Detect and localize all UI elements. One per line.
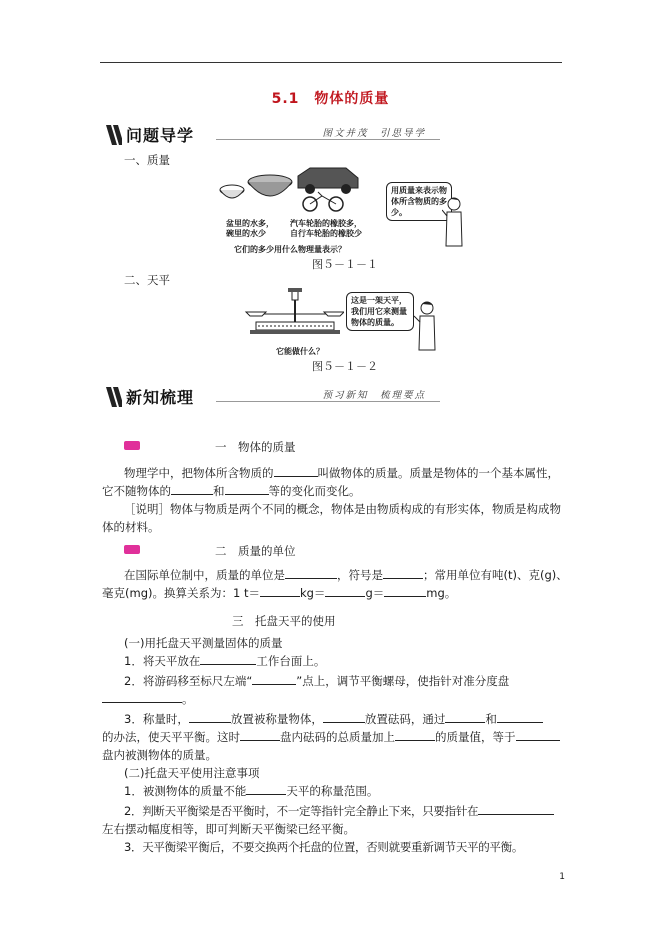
- banner-new-knowledge: [104, 384, 440, 410]
- k1-heading: 一 物体的质量: [215, 440, 296, 454]
- blank[interactable]: [384, 586, 426, 597]
- k3-step2: 2．将游码移至标尺左端“ ”点上，调节平衡螺母，使指针对准分度盘: [124, 674, 510, 688]
- banner-line: [216, 401, 440, 402]
- k3-step1: 1．将天平放在 工作台面上。: [124, 654, 326, 668]
- banner-label: 新知梳理: [126, 388, 195, 407]
- section-balance-heading: 二、天平: [124, 273, 170, 287]
- blank[interactable]: [171, 484, 213, 495]
- page-number: 1: [559, 872, 565, 882]
- k3-heading: 三 托盘天平的使用: [232, 614, 336, 628]
- blank[interactable]: [240, 730, 280, 741]
- figure-label-5-1-2: 图５－１－２: [312, 360, 378, 373]
- teacher-figure-1: [442, 196, 466, 250]
- bowls-and-vehicles-illustration: [218, 166, 363, 216]
- banner-subtitle: 预习新知 梳理要点: [322, 390, 426, 401]
- blank[interactable]: [497, 712, 543, 723]
- knowledge-tag-2: [124, 545, 140, 554]
- k1-note-line2: 体的材料。: [102, 520, 160, 534]
- blank[interactable]: [395, 730, 435, 741]
- k3-step3-line3: 盘内被测物体的质量。: [102, 748, 217, 762]
- banner-problem-guide: [104, 122, 440, 148]
- k3-note2: 2．判断天平衡梁是否平衡时，不一定等指针完全静止下来，只要指针在: [124, 803, 554, 819]
- blank[interactable]: [383, 568, 423, 579]
- k2-line1: 在国际单位制中，质量的单位是 ，符号是 ；常用单位有吨(t)、克(g)、: [124, 568, 568, 582]
- k3-step3-line2: 的办法，使天平平衡。这时 盘内砝码的总质量加上 的质量值，等于: [102, 729, 560, 745]
- k3-sub1: (一)用托盘天平测量固体的质量: [124, 636, 283, 650]
- mass-question: 它们的多少用什么物理量表示？: [234, 245, 346, 254]
- blank[interactable]: [189, 712, 231, 723]
- knowledge-tag-1: [124, 441, 140, 450]
- blank[interactable]: [445, 712, 485, 723]
- blank[interactable]: [102, 692, 182, 703]
- banner-line: [216, 139, 440, 140]
- k1-line2: 它不随物体的 和 等的变化而变化。: [102, 484, 361, 498]
- caption-bowls: 盆里的水多，碗里的水少: [226, 219, 274, 238]
- k1-note-line1: ［说明］物体与物质是两个不同的概念，物体是由物质构成的有形实体，物质是构成物: [124, 502, 561, 516]
- blank[interactable]: [274, 466, 318, 477]
- k3-step2-cont: 。: [102, 691, 194, 707]
- blank[interactable]: [200, 654, 256, 665]
- blank[interactable]: [252, 674, 296, 685]
- blank[interactable]: [325, 586, 365, 597]
- section-mass-heading: 一、质量: [124, 153, 170, 167]
- banner-subtitle: 图文并茂 引思导学: [322, 128, 426, 139]
- teacher-figure-2: [414, 300, 440, 352]
- top-rule: [100, 62, 562, 63]
- mass-speech-bubble: 用质量来表示物体所含物质的多少。: [386, 182, 452, 221]
- balance-illustration: [244, 288, 344, 338]
- blank[interactable]: [246, 784, 286, 795]
- k3-note1: 1．被测物体的质量不能 天平的称量范围。: [124, 784, 379, 798]
- k3-note2-cont: 左右摆动幅度相等，即可判断天平衡梁已经平衡。: [102, 822, 355, 836]
- caption-vehicles: 汽车轮胎的橡胶多，自行车轮胎的橡胶少: [290, 219, 362, 238]
- k2-heading: 二 质量的单位: [215, 544, 296, 558]
- banner-slash-icon: [104, 125, 122, 145]
- banner-label: 问题导学: [126, 126, 195, 145]
- k1-line1: 物理学中，把物体所含物质的 叫做物体的质量。质量是物体的一个基本属性，: [124, 466, 559, 480]
- blank[interactable]: [478, 804, 554, 815]
- figure-label-5-1-1: 图５－１－１: [312, 258, 378, 271]
- blank[interactable]: [285, 568, 337, 579]
- balance-question: 它能做什么？: [276, 347, 324, 356]
- k3-note3: 3．天平衡梁平衡后，不要交换两个托盘的位置，否则就要重新调节天平的平衡。: [124, 840, 524, 854]
- blank[interactable]: [323, 712, 365, 723]
- blank[interactable]: [260, 586, 300, 597]
- blank[interactable]: [225, 484, 269, 495]
- balance-speech-bubble: 这是一架天平，我们用它来测量物体的质量。: [346, 292, 414, 331]
- banner-slash-icon: [104, 387, 122, 407]
- k2-line2: 毫克(mg)。换算关系为：1 t＝ kg＝ g＝ mg。: [102, 586, 457, 600]
- chapter-title: 5.1 物体的质量: [271, 91, 390, 107]
- blank[interactable]: [516, 730, 560, 741]
- k3-sub2: (二)托盘天平使用注意事项: [124, 766, 260, 780]
- k3-step3: 3．称量时， 放置被称量物体， 放置砝码，通过 和: [124, 711, 543, 727]
